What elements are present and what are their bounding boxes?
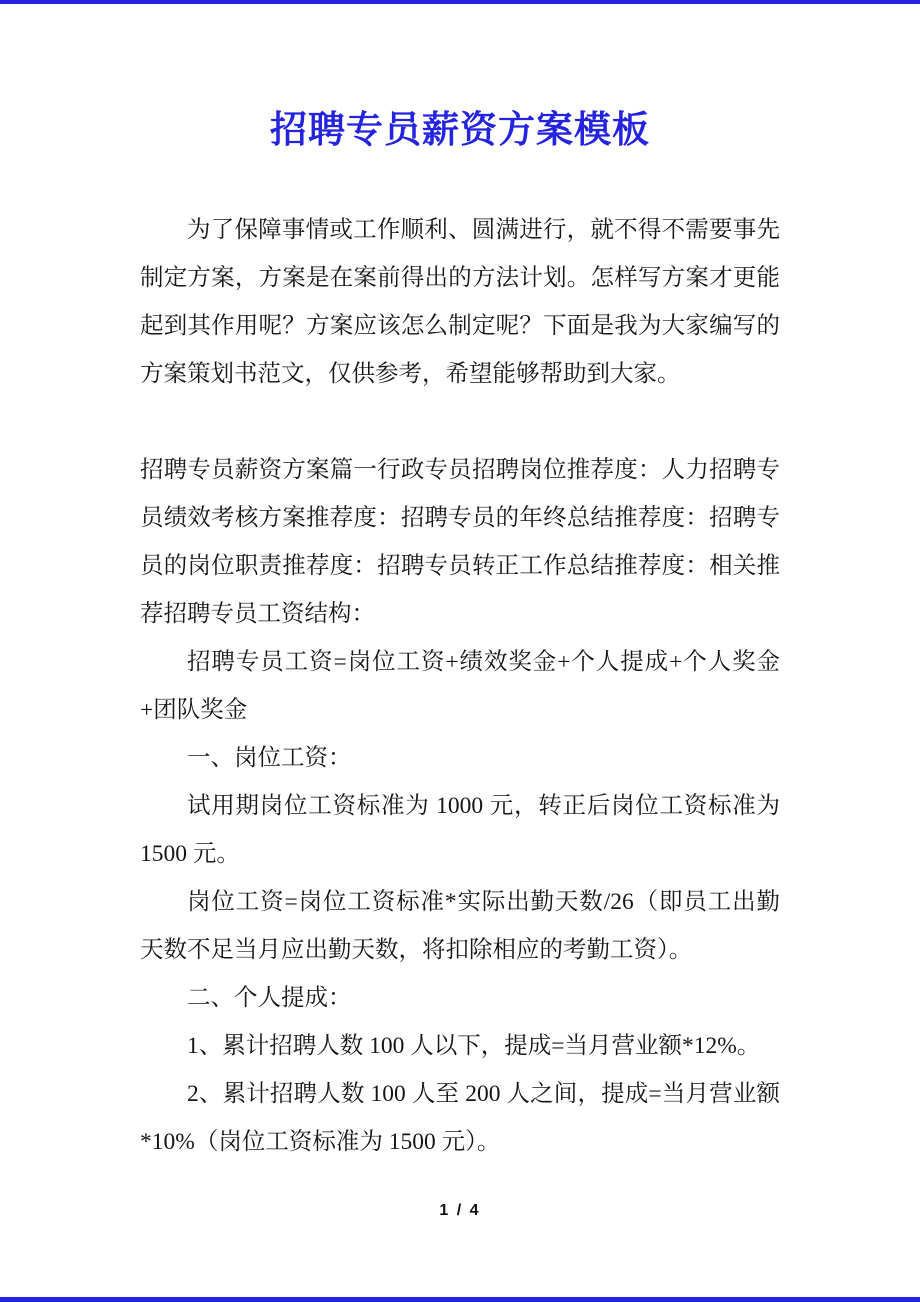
paragraph: 招聘专员工资=岗位工资+绩效奖金+个人提成+个人奖金+团队奖金 — [140, 649, 780, 723]
paragraph: 1、累计招聘人数 100 人以下，提成=当月营业额*12%。 — [187, 1033, 761, 1059]
page-top-border — [0, 0, 920, 4]
paragraph: 岗位工资=岗位工资标准*实际出勤天数/26（即员工出勤天数不足当月应出勤天数，将扣除相应的考勤工资）。 — [140, 889, 780, 963]
document-title: 招聘专员薪资方案模板 — [270, 109, 650, 150]
paragraph: 一、岗位工资： — [187, 745, 352, 771]
paragraph: 2、累计招聘人数 100 人至 200 人之间，提成=当月营业额*10%（岗位工资标准为 1500 元）。 — [140, 1081, 780, 1155]
document-body — [0, 206, 920, 1166]
paragraph: 招聘专员薪资方案篇一行政专员招聘岗位推荐度：人力招聘专员绩效考核方案推荐度：招聘专员的年终总结推荐度：招聘专员的岗位职责推荐度：招聘专员转正工作总结推荐度：相关推荐招聘专员工资结构： — [140, 457, 780, 627]
page-bottom-border — [0, 1297, 920, 1302]
paragraph: 二、个人提成： — [187, 985, 352, 1011]
page-number: 1 / 4 — [439, 1202, 481, 1219]
paragraph: 为了保障事情或工作顺利、圆满进行，就不得不需要事先制定方案，方案是在案前得出的方法计划。怎样写方案才更能起到其作用呢？方案应该怎么制定呢？下面是我为大家编写的方案策划书范文，仅供参考，希望能够帮助到大家。 — [140, 217, 780, 387]
paragraph: 试用期岗位工资标准为 1000 元，转正后岗位工资标准为 1500 元。 — [140, 793, 780, 867]
